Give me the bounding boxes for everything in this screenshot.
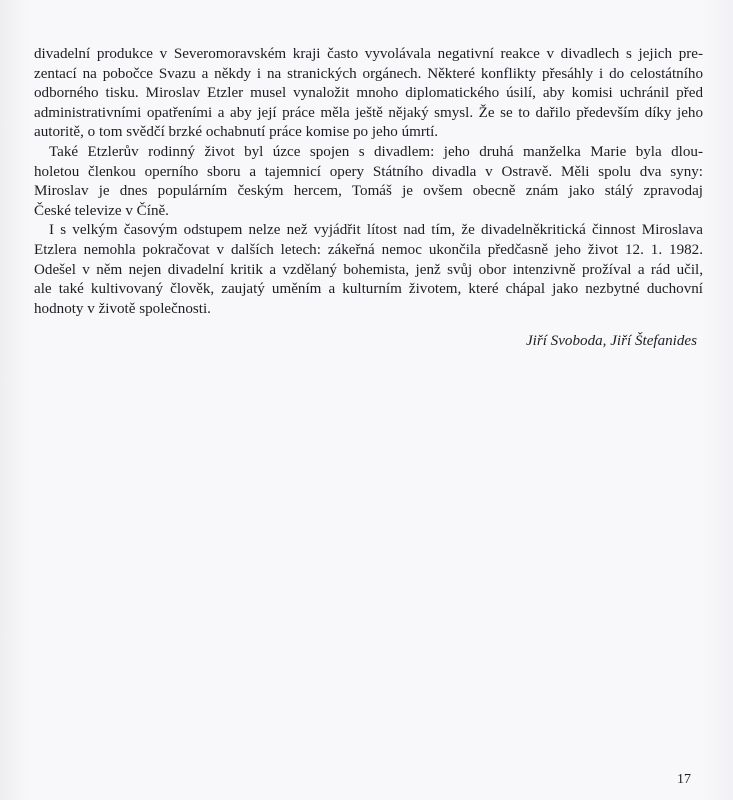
paragraph-2	[34, 143, 703, 221]
text-line: ale také kultivovaný člověk, zaujatý uměním a kulturním životem, které chápal jako nezbytné duchovní	[34, 281, 703, 298]
text-line: autoritě, o tom svědčí brzké ochabnutí práce komise po jeho úmrtí.	[34, 124, 439, 141]
text-line: divadelní produkce v Severomoravském kraji často vyvolávala negativní reakce v divadlech s jejich pre-	[34, 46, 703, 62]
text-line: Odešel v něm nejen divadelní kritik a vzdělaný bohemista, jenž svůj obor intenzivně prožíval a rád učil,	[34, 261, 703, 278]
text-line: Miroslav je dnes populárním českým hercem, Tomáš je ovšem obecně znám jako stálý zpravodaj	[34, 183, 703, 200]
text-line: Také Etzlerův rodinný život byl úzce spojen s divadlem: jeho druhá manželka Marie byla dlou-	[49, 143, 703, 160]
paragraph-1	[34, 45, 703, 143]
paragraph-3	[34, 221, 703, 319]
text-line: Etzlera nemohla pokračovat v dalších letech: zákeřná nemoc ukončila předčasně jeho život 12. 1. 1982.	[34, 241, 703, 258]
body-text	[34, 45, 703, 319]
page-number: 17	[677, 772, 691, 787]
text-line: zentací na pobočce Svazu a někdy i na stranických orgánech. Některé konflikty přesáhly i do celostátního	[34, 65, 703, 82]
text-line: České televize v Číně.	[34, 202, 169, 219]
text-line: I s velkým časovým odstupem nelze než vyjádřit lítost nad tím, že divadelněkritická činnost Miroslava	[49, 222, 703, 239]
text-line: administrativními opatřeními a aby její práce měla ještě nějaký smysl. Že se to dařilo především díky jeho	[34, 104, 703, 121]
text-line: hodnoty v životě společnosti.	[34, 300, 211, 317]
text-line: holetou členkou operního sboru a tajemnicí opery Státního divadla v Ostravě. Měli spolu dva syny:	[34, 163, 703, 180]
text-line: odborného tisku. Miroslav Etzler musel vynaložit mnoho diplomatického úsilí, aby komisi uchránil před	[34, 85, 703, 102]
author-signature: Jiří Svoboda, Jiří Štefanides	[525, 333, 697, 349]
